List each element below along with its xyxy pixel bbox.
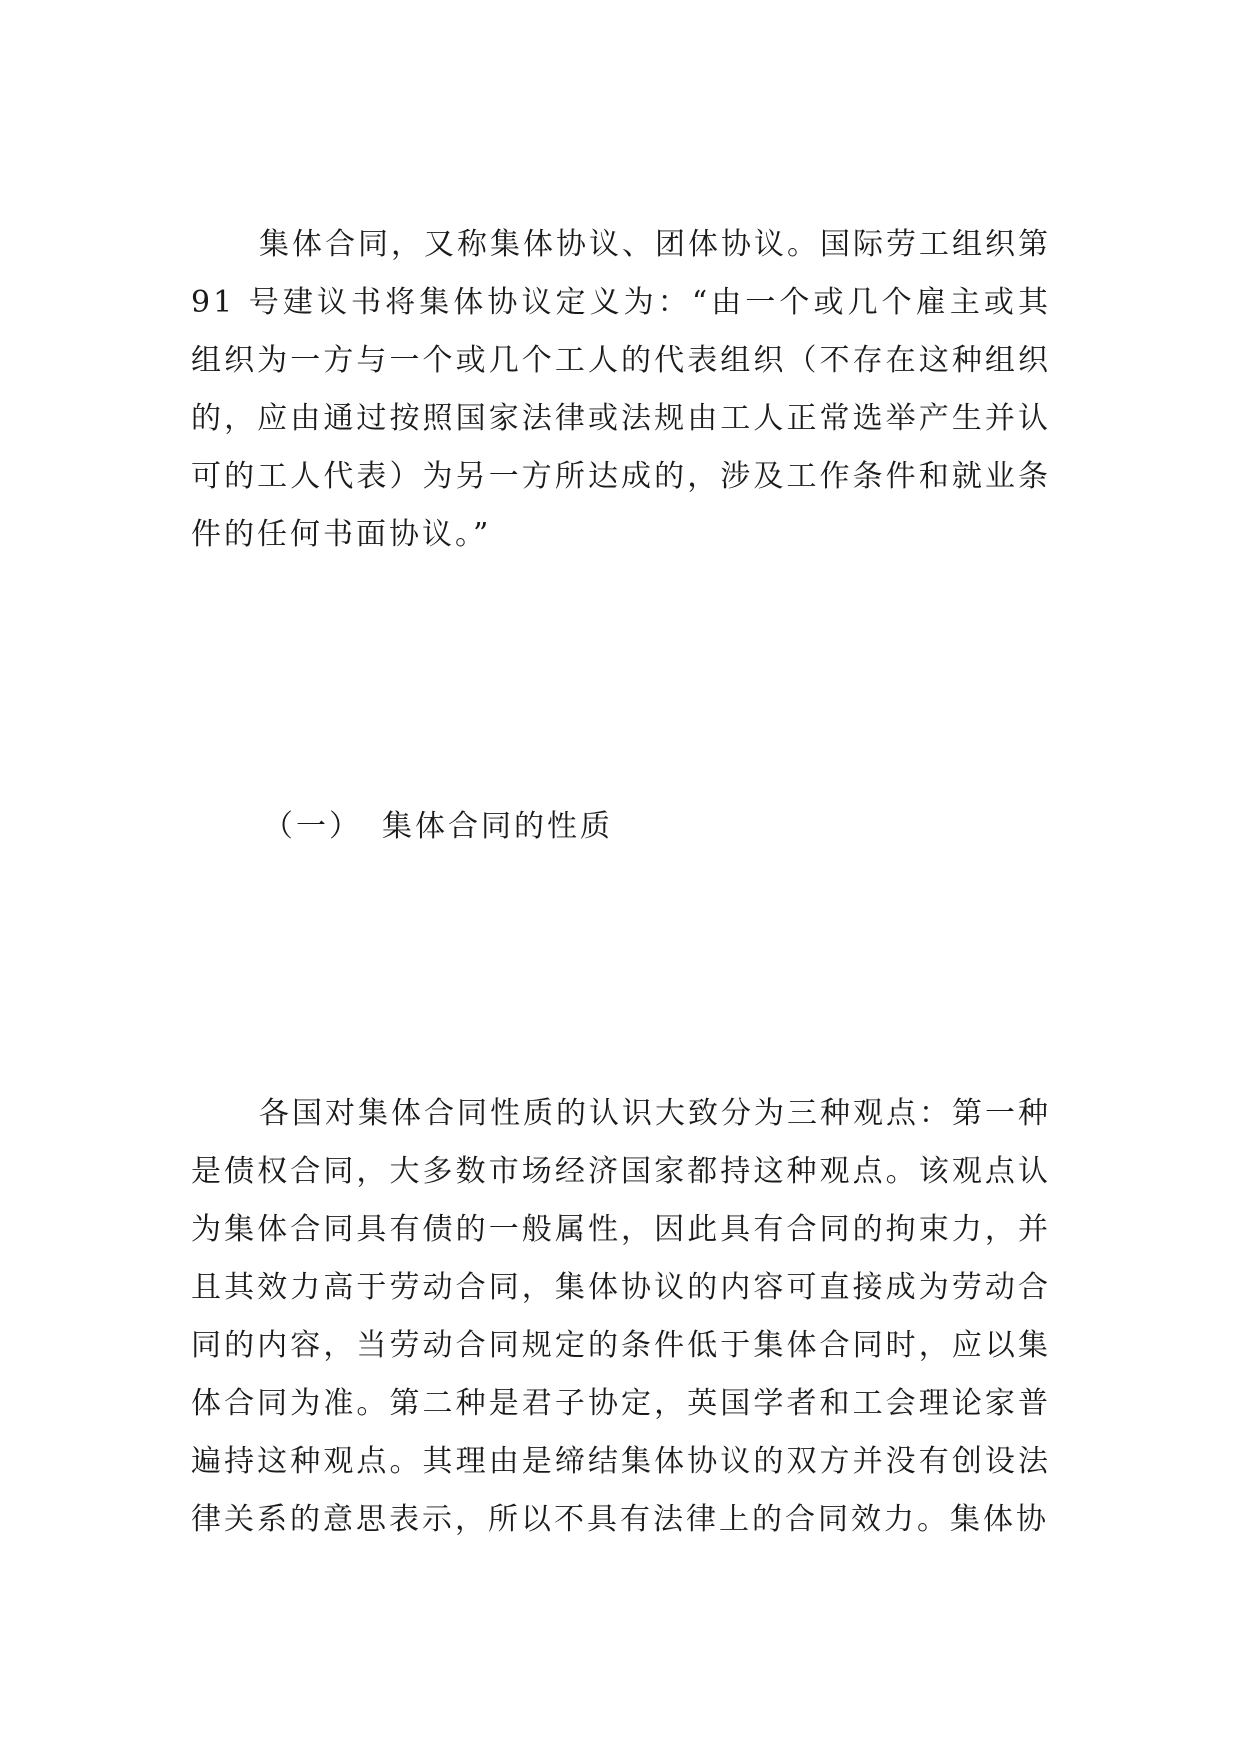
section-heading bbox=[263, 807, 613, 847]
paragraph-definition: 集体合同，又称集体协议、团体协议。国际劳工组织第 91 号建议书将集体协议定义为：“由一个或几个雇主或其组织为一方与一个或几个工人的代表组织（不存在这种组织的，应由通过按照国家法律或法规由工人正常选举产生并认可的工人代表）为另一方所达成的，涉及工作条件和就业条件的任何书面协议。” bbox=[191, 227, 1051, 552]
section-title: 集体合同的性质 bbox=[382, 809, 613, 844]
section-number: （一） bbox=[263, 809, 362, 844]
paragraph-nature-views: 各国对集体合同性质的认识大致分为三种观点：第一种是债权合同，大多数市场经济国家都持这种观点。该观点认为集体合同具有债的一般属性，因此具有合同的拘束力，并且其效力高于劳动合同，集体协议的内容可直接成为劳动合同的内容，当劳动合同规定的条件低于集体合同时，应以集体合同为准。第二种是君子协定，英国学者和工会理论家普遍持这种观点。其理由是缔结集体协议的双方并没有创设法律关系的意思表示，所以不具有法律上的合同效力。集体协 bbox=[191, 1096, 1051, 1537]
